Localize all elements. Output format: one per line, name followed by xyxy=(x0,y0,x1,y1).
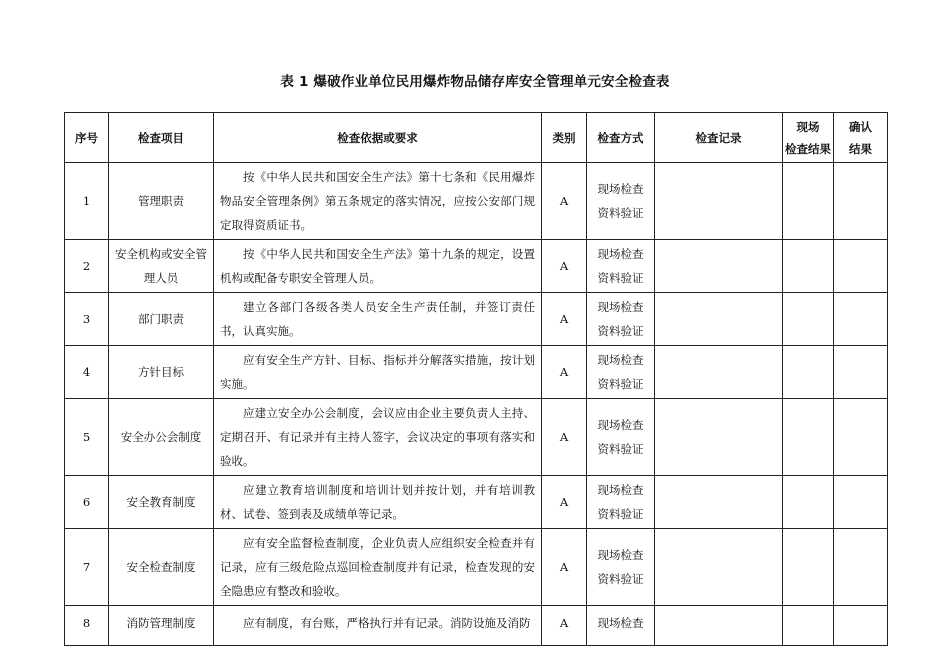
row-method-1: 现场检查 xyxy=(597,353,644,367)
row-basis: 应建立教育培训制度和培训计划并按计划，并有培训教材、试卷、签到表及成绩单等记录。 xyxy=(214,476,542,529)
row-index: 1 xyxy=(65,163,109,240)
table-row xyxy=(65,163,888,240)
row-method xyxy=(587,529,655,606)
row-index: 3 xyxy=(65,293,109,346)
row-category: A xyxy=(542,606,587,646)
table-header-row xyxy=(65,113,888,163)
row-record xyxy=(655,346,783,399)
row-index: 4 xyxy=(65,346,109,399)
row-index: 2 xyxy=(65,240,109,293)
row-method xyxy=(587,163,655,240)
row-basis: 应建立安全办公会制度，会议应由企业主要负责人主持、定期召开、有记录并有主持人签字，会议决定的事项有落实和验收。 xyxy=(214,399,542,476)
row-category: A xyxy=(542,293,587,346)
row-method-2: 资料验证 xyxy=(597,572,644,586)
row-method-2: 资料验证 xyxy=(597,324,644,338)
row-method xyxy=(587,293,655,346)
row-category: A xyxy=(542,240,587,293)
row-basis: 应有安全生产方针、目标、指标并分解落实措施，按计划实施。 xyxy=(214,346,542,399)
row-method xyxy=(587,606,655,646)
inspection-table-container xyxy=(64,112,887,630)
header-category: 类别 xyxy=(542,113,587,163)
table-row xyxy=(65,346,888,399)
row-index: 6 xyxy=(65,476,109,529)
row-confirm xyxy=(834,293,888,346)
row-record xyxy=(655,529,783,606)
row-method-2: 资料验证 xyxy=(597,442,644,456)
table-row xyxy=(65,399,888,476)
row-basis: 应有安全监督检查制度，企业负责人应组织安全检查并有记录，应有三级危险点巡回检查制度并有记录，检查发现的安全隐患应有整改和验收。 xyxy=(214,529,542,606)
row-category: A xyxy=(542,346,587,399)
row-result xyxy=(783,293,834,346)
table-row xyxy=(65,606,888,646)
row-confirm xyxy=(834,476,888,529)
row-record xyxy=(655,163,783,240)
row-basis: 建立各部门各级各类人员安全生产责任制，并签订责任书，认真实施。 xyxy=(214,293,542,346)
row-method xyxy=(587,240,655,293)
row-method xyxy=(587,346,655,399)
row-category: A xyxy=(542,529,587,606)
row-item: 安全教育制度 xyxy=(109,476,214,529)
row-method-1: 现场检查 xyxy=(597,548,644,562)
row-method-2: 资料验证 xyxy=(597,507,644,521)
row-item: 方针目标 xyxy=(109,346,214,399)
row-item: 消防管理制度 xyxy=(109,606,214,646)
row-method xyxy=(587,399,655,476)
inspection-table xyxy=(64,112,888,646)
row-result xyxy=(783,346,834,399)
row-confirm xyxy=(834,529,888,606)
row-result xyxy=(783,476,834,529)
row-category: A xyxy=(542,163,587,240)
header-confirm xyxy=(834,113,888,163)
header-result xyxy=(783,113,834,163)
row-category: A xyxy=(542,476,587,529)
row-record xyxy=(655,606,783,646)
table-row xyxy=(65,476,888,529)
row-index: 7 xyxy=(65,529,109,606)
row-method-2: 资料验证 xyxy=(597,206,644,220)
row-index: 5 xyxy=(65,399,109,476)
header-confirm-top: 确认 xyxy=(849,119,872,134)
row-method-2: 资料验证 xyxy=(597,377,644,391)
header-basis: 检查依据或要求 xyxy=(214,113,542,163)
table-row xyxy=(65,529,888,606)
row-category: A xyxy=(542,399,587,476)
row-method-1: 现场检查 xyxy=(597,247,644,261)
row-result xyxy=(783,163,834,240)
row-method-1: 现场检查 xyxy=(597,418,644,432)
row-confirm xyxy=(834,163,888,240)
header-result-bottom: 检查结果 xyxy=(785,141,831,156)
row-result xyxy=(783,529,834,606)
header-item: 检查项目 xyxy=(109,113,214,163)
row-index: 8 xyxy=(65,606,109,646)
page-title: 表 1 爆破作业单位民用爆炸物品储存库安全管理单元安全检查表 xyxy=(280,74,670,90)
row-confirm xyxy=(834,346,888,399)
row-item: 部门职责 xyxy=(109,293,214,346)
row-method-1: 现场检查 xyxy=(597,616,644,630)
header-index: 序号 xyxy=(65,113,109,163)
table-row xyxy=(65,240,888,293)
row-item: 安全办公会制度 xyxy=(109,399,214,476)
row-basis: 按《中华人民共和国安全生产法》第十九条的规定，设置机构或配备专职安全管理人员。 xyxy=(214,240,542,293)
header-method: 检查方式 xyxy=(587,113,655,163)
row-result xyxy=(783,606,834,646)
row-method xyxy=(587,476,655,529)
row-confirm xyxy=(834,606,888,646)
row-record xyxy=(655,476,783,529)
table-row xyxy=(65,293,888,346)
table-body xyxy=(65,163,888,646)
row-item: 安全检查制度 xyxy=(109,529,214,606)
row-method-1: 现场检查 xyxy=(597,300,644,314)
row-method-1: 现场检查 xyxy=(597,483,644,497)
row-confirm xyxy=(834,240,888,293)
row-item: 管理职责 xyxy=(109,163,214,240)
row-record xyxy=(655,293,783,346)
row-record xyxy=(655,240,783,293)
header-confirm-bottom: 结果 xyxy=(849,141,872,156)
header-result-top: 现场 xyxy=(796,119,820,134)
row-result xyxy=(783,399,834,476)
row-confirm xyxy=(834,399,888,476)
row-method-1: 现场检查 xyxy=(597,182,644,196)
row-basis: 按《中华人民共和国安全生产法》第十七条和《民用爆炸物品安全管理条例》第五条规定的落实情况，应按公安部门规定取得资质证书。 xyxy=(214,163,542,240)
row-method-2: 资料验证 xyxy=(597,271,644,285)
row-record xyxy=(655,399,783,476)
row-basis: 应有制度，有台账，严格执行并有记录。消防设施及消防 xyxy=(214,606,542,646)
row-item: 安全机构或安全管理人员 xyxy=(109,240,214,293)
row-result xyxy=(783,240,834,293)
header-record: 检查记录 xyxy=(655,113,783,163)
